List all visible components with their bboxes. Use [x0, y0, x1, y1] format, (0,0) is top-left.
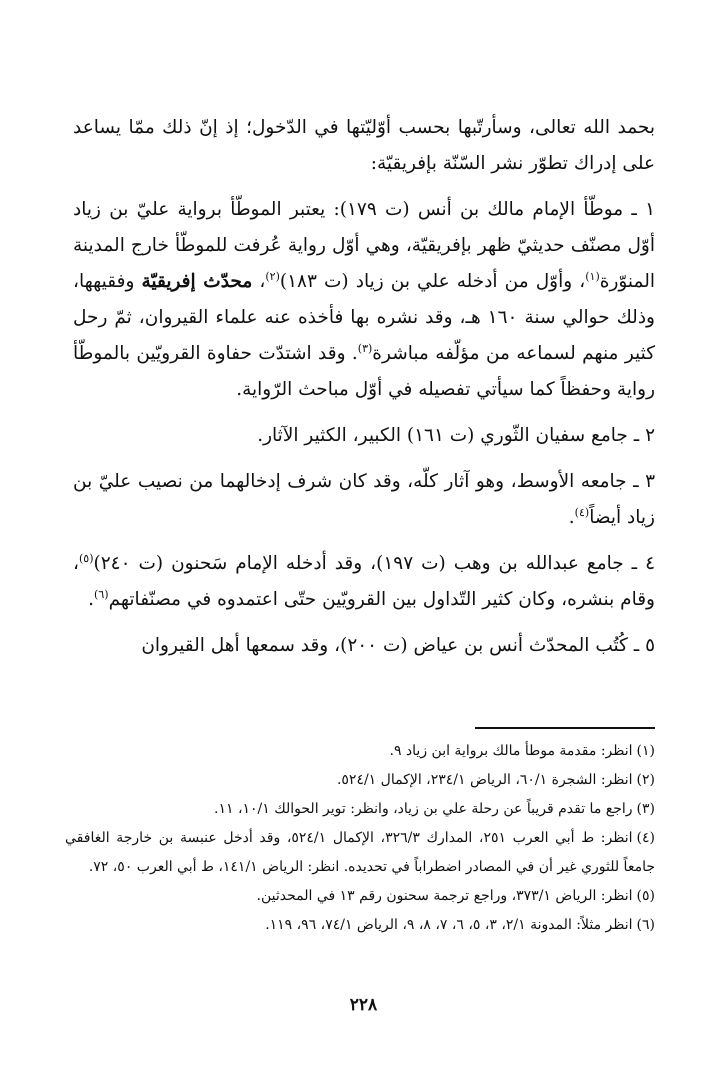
paragraph-text: ٥ ـ كُتُب المحدّث أنس بن عياض (ت ٢٠٠)، وقد سمعها أهل القيروان: [141, 635, 655, 656]
paragraph-item-5: [73, 628, 655, 664]
paragraph-text: . وقد اشتدّت حفاوة القرويّين بالموطّأ رواية وحفظاً كما سيأتي تفصيله في أوّل مباحث الرّواية.: [73, 343, 655, 400]
paragraph-item-3: [73, 464, 655, 536]
footnote-ref-6[interactable]: (٦): [94, 587, 109, 601]
paragraph-text: ٢ ـ جامع سفيان الثّوري (ت ١٦١) الكبير، الكثير الآثار.: [257, 425, 655, 446]
paragraph-text: ٣ ـ جامعه الأوسط، وهو آثار كلّه، وقد كان شرف إدخالهما من نصيب عليّ بن زياد أيضاً: [73, 471, 655, 528]
footnote-ref-4[interactable]: (٤): [574, 505, 590, 519]
footnote-number: (٦): [636, 917, 655, 933]
footnote-text: راجع ما تقدم قريباً عن رحلة علي بن زياد، وانظر: توير الحوالك ١٠/١، ١١.: [214, 801, 633, 817]
paragraph-item-1: [73, 192, 655, 408]
footnote-4: [65, 824, 655, 882]
paragraph-item-4: [73, 546, 655, 618]
paragraph-text: وفقيهها، وذلك حوالي سنة ١٦٠ هـ، وقد نشره بها فأخذه عنه علماء القيروان، ثمّ رحل كثير منهم لسماعه من مؤلّفه مباشرة: [73, 271, 656, 364]
page-number: ٢٢٨: [349, 995, 378, 1015]
paragraph-text: ١ ـ موطّأ الإمام مالك بن أنس (ت ١٧٩): يعتبر الموطّأ برواية عليّ بن زياد أوّل مصنّف حديثيّ ظهر بإفريقيّة، وهي أوّل رواية عُرفت للموطّأ خارج المدينة المنوّرة: [73, 199, 656, 292]
paragraph-text: .: [88, 589, 95, 610]
footnote-text: انظر مثلاً: المدونة ٢/١، ٣، ٥، ٦، ٧، ٨، ٩، الرياض ٧٤/١، ٩٦، ١١٩.: [265, 917, 633, 933]
main-text: [73, 110, 655, 674]
footnote-3: [65, 795, 655, 824]
footnote-2: [65, 766, 655, 795]
paragraph-text: ، وأوّل من أدخله علي بن زياد (ت ١٨٣): [279, 271, 586, 292]
footnote-number: (٤): [636, 830, 655, 846]
paragraph-text: ٤ ـ جامع عبدالله بن وهب (ت ١٩٧)، وقد أدخله الإمام سَحنون (ت ٢٤٠): [93, 553, 655, 574]
footnotes-section: [65, 737, 655, 940]
footnote-1: [65, 737, 655, 766]
footnote-text: انظر: ط أبي العرب ٢٥١، المدارك ٣٢٦/٣، الإكمال ٥٢٤/١، وقد أدخل عنبسة بن خارجة الغافقي جامعاً للثوري غير أن في المصادر اضطراباً في تحديده. انظر: الرياض ١٤١/١، ط أبي العرب ٥٠، ٧٢.: [65, 830, 655, 875]
footnote-ref-5[interactable]: (٥): [78, 551, 94, 565]
footnote-ref-2[interactable]: (٢): [265, 269, 280, 283]
bold-phrase: محدّث إفريقيّة: [141, 271, 253, 292]
footnote-ref-1[interactable]: (١): [585, 269, 600, 283]
paragraph-text: ، وقام بنشره، وكان كثير التّداول بين القرويّين حتّى اعتمدوه في مصنّفاتهم: [73, 553, 655, 610]
paragraph-text: ،: [252, 271, 266, 292]
paragraph-text: .: [568, 507, 575, 528]
footnote-number: (٢): [636, 772, 655, 788]
paragraph-item-2: [73, 418, 655, 454]
paragraph-intro: [73, 110, 655, 182]
footnote-divider: [475, 727, 655, 729]
footnote-ref-3[interactable]: (٣): [357, 341, 373, 355]
footnote-number: (٣): [636, 801, 655, 817]
footnote-6: [65, 911, 655, 940]
footnote-text: انظر: الرياض ٣٧٣/١، وراجع ترجمة سحنون رقم ١٣ في المحدثين.: [256, 888, 633, 904]
footnote-number: (٥): [636, 888, 655, 904]
footnote-text: انظر: مقدمة موطأ مالك برواية ابن زياد ٩.: [389, 743, 633, 759]
paragraph-text: بحمد الله تعالى، وسأرتّبها بحسب أوّليّتها في الدّخول؛ إذ إنّ ذلك ممّا يساعد على إدراك تطوّر نشر السّنّة بإفريقيّة:: [73, 117, 655, 174]
footnote-number: (١): [636, 743, 655, 759]
footnote-text: انظر: الشجرة ٦٠/١، الرياض ٢٣٤/١، الإكمال ٥٢٤/١.: [336, 772, 633, 788]
footnote-5: [65, 882, 655, 911]
